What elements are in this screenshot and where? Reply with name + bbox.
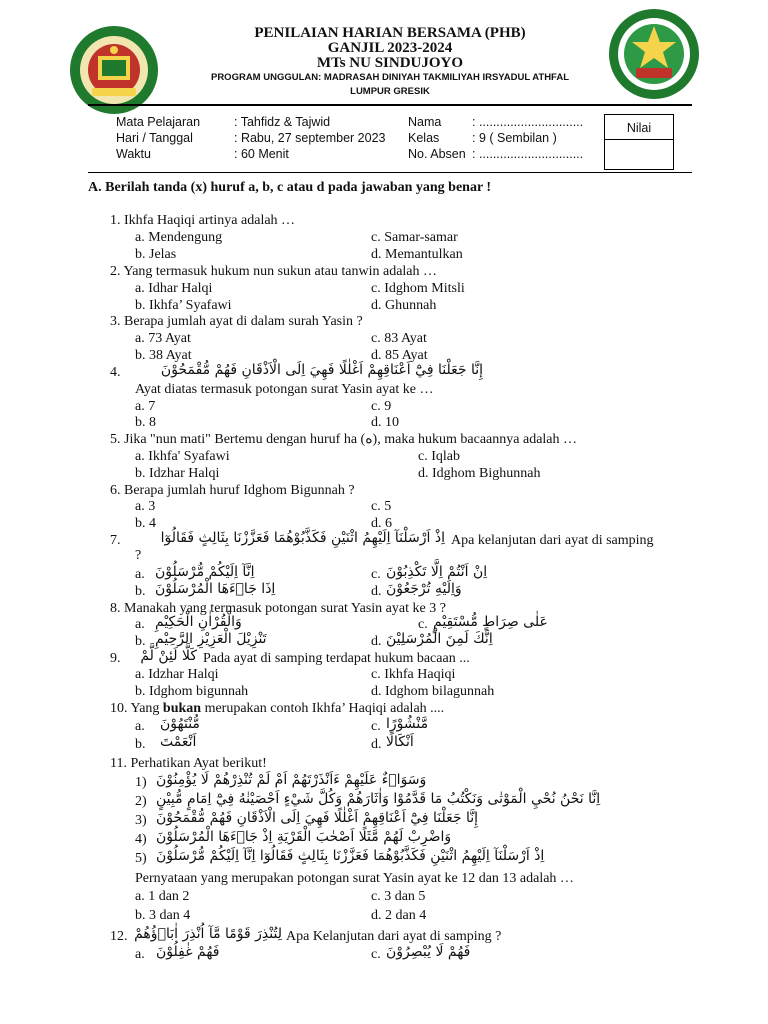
q11-item-4-number: 4) <box>135 832 147 847</box>
q10-option-a-letter[interactable]: a. <box>135 719 145 734</box>
q5-option-a[interactable]: a. Ikhfa' Syafawi <box>135 449 230 464</box>
question-7-verse: اِذْ اَرْسَلْنَآ اِلَيْهِمُ اثْنَيْنِ فَكَذَّبُوْهُمَا فَعَزَّزْنَا بِثَالِثٍ فَقَالُوٓا <box>160 530 445 546</box>
question-12-verse: لِتُنْذِرَ قَوْمًا مَّآ اُنْذِرَ اٰبَاۤؤُهُمْ <box>134 926 282 942</box>
q10-text-post: merupakan contoh Ikhfa’ Haqiqi adalah .... <box>201 701 445 716</box>
q10-option-a[interactable]: مُّنْتَهُوْنَ <box>160 716 200 732</box>
question-9-number: 9. <box>110 651 121 666</box>
q6-option-d[interactable]: d. 6 <box>371 516 392 531</box>
q11-statement: Pernyataan yang merupakan potongan surat Yasin ayat ke 12 dan 13 adalah … <box>135 871 574 886</box>
header-divider <box>88 104 692 106</box>
q3-option-c[interactable]: c. 83 Ayat <box>371 331 427 346</box>
q9-option-d[interactable]: d. Idghom bilagunnah <box>371 684 495 699</box>
q1-option-a[interactable]: a. Mendengung <box>135 230 223 245</box>
q11-option-a[interactable]: a. 1 dan 2 <box>135 889 190 904</box>
q11-item-1-number: 1) <box>135 775 147 790</box>
question-6: 6. Berapa jumlah huruf Idghom Bigunnah ? <box>110 483 355 498</box>
q11-option-d[interactable]: d. 2 dan 4 <box>371 908 427 923</box>
mapel-value: : Tahfidz & Tajwid <box>234 115 331 129</box>
q10-option-c-letter[interactable]: c. <box>371 719 381 734</box>
q11-item-1: وَسَوَاۤءٌ عَلَيْهِمْ ءَاَنْذَرْتَهُمْ اَمْ لَمْ تُنْذِرْهُمْ لَا يُؤْمِنُوْنَ <box>156 772 427 788</box>
q3-option-b[interactable]: b. 38 Ayat <box>135 348 192 363</box>
q6-option-a[interactable]: a. 3 <box>135 499 156 514</box>
q6-option-b[interactable]: b. 4 <box>135 516 156 531</box>
q4-option-b[interactable]: b. 8 <box>135 415 156 430</box>
q7-option-b-letter[interactable]: b. <box>135 584 146 599</box>
q11-item-2-number: 2) <box>135 794 147 809</box>
question-3: 3. Berapa jumlah ayat di dalam surah Yasin ? <box>110 314 363 329</box>
q12-option-a[interactable]: فَهُمْ غٰفِلُوْنَ <box>156 944 220 960</box>
q11-item-5-number: 5) <box>135 851 147 866</box>
q10-option-b-letter[interactable]: b. <box>135 737 146 752</box>
kelas-value: : 9 ( Sembilan ) <box>472 131 557 145</box>
score-box[interactable] <box>604 114 674 170</box>
info-labels-left <box>116 114 200 162</box>
q2-option-c[interactable]: c. Idghom Mitsli <box>371 281 465 296</box>
q4-option-a[interactable]: a. 7 <box>135 399 156 414</box>
q8-option-c-letter[interactable]: c. <box>418 617 428 632</box>
exam-header <box>180 26 600 99</box>
info-values-right <box>472 114 583 162</box>
exam-period: GANJIL 2023-2024 <box>327 40 453 56</box>
hari-label: Hari / Tanggal <box>116 131 193 145</box>
kelas-label: Kelas <box>408 131 440 145</box>
q7-option-b[interactable]: اِذَا جَاۤءَهَا الْمُرْسَلُوْنَ <box>155 581 276 597</box>
question-7-continuation: ? <box>135 548 142 563</box>
question-10 <box>110 700 444 717</box>
question-12: Apa Kelanjutan dari ayat di samping ? <box>286 929 502 944</box>
section-a-instruction: A. Berilah tanda (x) huruf a, b, c atau d pada jawaban yang benar ! <box>88 180 492 195</box>
info-labels-right <box>408 114 466 162</box>
q8-option-b[interactable]: تَنْزِيْلَ الْعَزِيْزِ الرَّحِيْمِ <box>155 631 267 647</box>
q10-option-b[interactable]: اَنْعَمْتَ <box>160 734 197 750</box>
q2-option-d[interactable]: d. Ghunnah <box>371 298 437 313</box>
q11-item-2: اِنَّا نَحْنُ نُحْيِ الْمَوْتٰى وَنَكْتُبُ مَا قَدَّمُوْا وَاٰثَارَهُمْ وَكُلَّ شَيْءٍ اَحْصَيْنٰهُ فِيْٓ اِمَامٍ مُّبِيْنٍ <box>156 791 601 807</box>
exam-title: PENILAIAN HARIAN BERSAMA (PHB) <box>254 25 526 41</box>
q8-option-d-letter[interactable]: d. <box>371 634 382 649</box>
question-7-number: 7. <box>110 533 121 548</box>
waktu-value: : 60 Menit <box>234 147 289 161</box>
q4-option-d[interactable]: d. 10 <box>371 415 399 430</box>
q10-option-d[interactable]: اَنْكَالًا <box>386 734 414 750</box>
q8-option-d[interactable]: اِنَّكَ لَمِنَ الْمُرْسَلِيْنَ <box>386 631 493 647</box>
nama-label: Nama <box>408 115 442 129</box>
question-9-verse: كَلَّا لَئِنْ لَّمْ <box>140 648 197 664</box>
q3-option-a[interactable]: a. 73 Ayat <box>135 331 191 346</box>
absen-value[interactable]: : .............................. <box>472 147 584 161</box>
right-madrasah-logo <box>608 8 700 100</box>
q7-option-a[interactable]: اِنَّآ اِلَيْكُمْ مُّرْسَلُوْنَ <box>155 564 255 580</box>
q7-option-d[interactable]: وَاِلَيْهِ تُرْجَعُوْنَ <box>386 581 462 597</box>
q12-option-c[interactable]: فَهُمْ لَا يُبْصِرُوْنَ <box>386 944 471 960</box>
q2-option-b[interactable]: b. Ikhfa’ Syafawi <box>135 298 232 313</box>
question-4-verse: إِنَّا جَعَلْنَا فِيْٓ اَعْنَاقِهِمْ اَغْلٰلًا فَهِيَ اِلَى الْاَذْقَانِ فَهُمْ مُّقْمَحُوْنَ <box>160 362 483 378</box>
q9-option-c[interactable]: c. Ikhfa Haqiqi <box>371 667 456 682</box>
q1-option-b[interactable]: b. Jelas <box>135 247 177 262</box>
q1-option-d[interactable]: d. Memantulkan <box>371 247 463 262</box>
q12-option-c-letter[interactable]: c. <box>371 947 381 962</box>
q11-option-c[interactable]: c. 3 dan 5 <box>371 889 426 904</box>
absen-label: No. Absen <box>408 147 466 161</box>
question-8: 8. Manakah yang termasuk potongan surat Yasin ayat ke 3 ? <box>110 601 446 616</box>
q7-option-d-letter[interactable]: d. <box>371 584 382 599</box>
q3-option-d[interactable]: d. 85 Ayat <box>371 348 428 363</box>
q10-option-c[interactable]: مَّنْشُوْرًا <box>386 716 429 732</box>
q5-option-c[interactable]: c. Iqlab <box>418 449 460 464</box>
q7-option-c[interactable]: اِنْ اَنْتُمْ اِلَّا تَكْذِبُوْنَ <box>386 564 488 580</box>
school-name: MTs NU SINDUJOYO <box>316 55 464 71</box>
q7-option-a-letter[interactable]: a. <box>135 567 145 582</box>
q9-option-b[interactable]: b. Idghom bigunnah <box>135 684 249 699</box>
q6-option-c[interactable]: c. 5 <box>371 499 392 514</box>
q11-item-3-number: 3) <box>135 813 147 828</box>
program-line: PROGRAM UNGGULAN: MADRASAH DINIYAH TAKMILIYAH IRSYADUL ATHFAL <box>210 72 570 83</box>
waktu-label: Waktu <box>116 147 151 161</box>
question-11: 11. Perhatikan Ayat berikut! <box>110 756 267 771</box>
location-line: LUMPUR GRESIK <box>350 86 430 97</box>
q11-item-3: إِنَّا جَعَلْنَا فِيْٓ اَعْنَاقِهِمْ اَغْلٰلًا فَهِيَ اِلَى الْاَذْقَانِ فَهُمْ مُّقْمَحُوْنَ <box>156 810 479 826</box>
q8-option-b-letter[interactable]: b. <box>135 634 146 649</box>
q10-text-bold: bukan <box>162 701 202 716</box>
q2-option-a[interactable]: a. Idhar Halqi <box>135 281 213 296</box>
nama-value[interactable]: : .............................. <box>472 115 584 129</box>
score-label: Nilai <box>605 115 673 140</box>
q7-option-c-letter[interactable]: c. <box>371 567 381 582</box>
q10-option-d-letter[interactable]: d. <box>371 737 382 752</box>
question-7: Apa kelanjutan dari ayat di samping <box>451 533 654 548</box>
q11-item-5: اِذْ اَرْسَلْنَآ اِلَيْهِمُ اثْنَيْنِ فَكَذَّبُوْهُمَا فَعَزَّزْنَا بِثَالِثٍ فَقَالُوٓا اِنَّآ اِلَيْكُمْ مُّرْسَلُوْنَ <box>156 848 545 864</box>
question-4-number: 4. <box>110 365 121 380</box>
mapel-label: Mata Pelajaran <box>116 115 201 129</box>
question-5: 5. Jika "nun mati" Bertemu dengan huruf ha (ه), maka hukum bacaannya adalah … <box>110 432 578 447</box>
q4-option-c[interactable]: c. 9 <box>371 399 392 414</box>
hari-value: : Rabu, 27 september 2023 <box>234 131 386 145</box>
question-1: 1. Ikhfa Haqiqi artinya adalah … <box>110 213 296 228</box>
q1-option-c[interactable]: c. Samar-samar <box>371 230 458 245</box>
left-school-logo <box>68 24 160 116</box>
q5-option-d[interactable]: d. Idghom Bighunnah <box>418 466 541 481</box>
info-divider <box>88 172 692 173</box>
q8-option-c[interactable]: عَلٰى صِرَاطٍ مُّسْتَقِيْمٍ <box>433 614 548 630</box>
q8-option-a-letter[interactable]: a. <box>135 617 145 632</box>
q11-item-4: وَاضْرِبْ لَهُمْ مَّثَلًا اَصْحٰبَ الْقَرْيَةِ اِذْ جَاۤءَهَا الْمُرْسَلُوْنَ <box>156 829 452 845</box>
q5-option-b[interactable]: b. Idzhar Halqi <box>135 466 220 481</box>
q11-option-b[interactable]: b. 3 dan 4 <box>135 908 191 923</box>
question-12-number: 12. <box>110 929 128 944</box>
info-values-left <box>234 114 386 162</box>
q9-option-a[interactable]: a. Idzhar Halqi <box>135 667 219 682</box>
question-2: 2. Yang termasuk hukum nun sukun atau tanwin adalah … <box>110 264 438 279</box>
q10-text-pre: 10. Yang <box>110 701 163 716</box>
q12-option-a-letter[interactable]: a. <box>135 947 145 962</box>
q8-option-a[interactable]: وَالْقُرْاٰنِ الْحَكِيْمِ <box>155 614 242 630</box>
question-9: Pada ayat di samping terdapat hukum bacaan ... <box>203 651 470 666</box>
question-4: Ayat diatas termasuk potongan surat Yasin ayat ke … <box>135 382 434 397</box>
